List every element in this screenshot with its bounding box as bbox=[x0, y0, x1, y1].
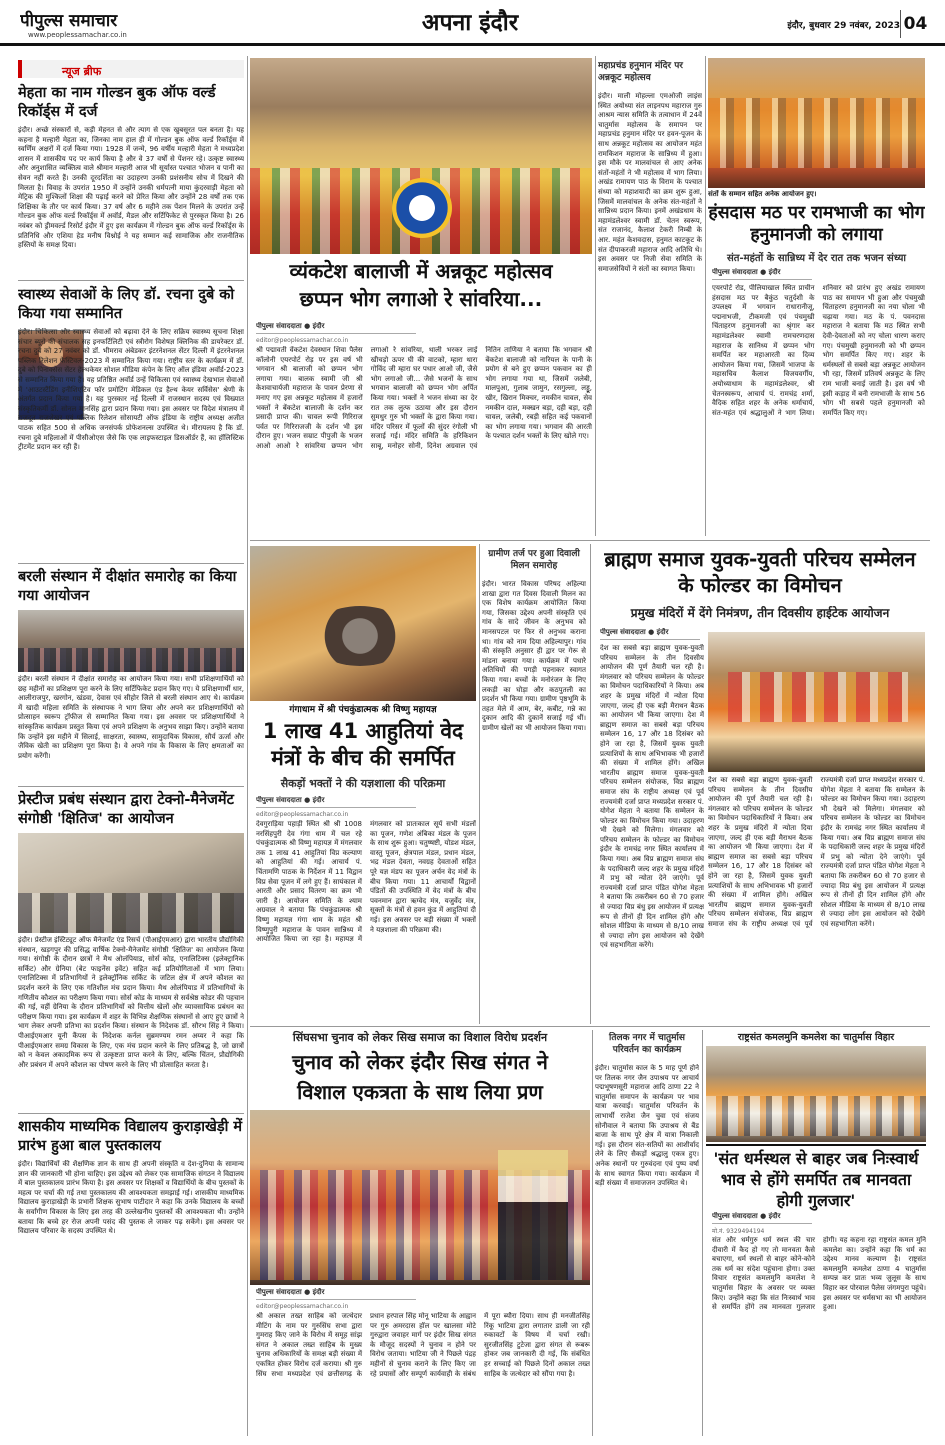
sikh-sangat-photo bbox=[250, 1110, 590, 1285]
brahmin-folder-photo bbox=[708, 632, 925, 772]
sikh-email[interactable]: editor@peoplessamachar.co.in bbox=[256, 1303, 349, 1310]
brief-3-headline: बरली संस्थान में दीक्षांत समारोह का किया गया आयोजन bbox=[18, 569, 237, 604]
lead-email[interactable]: editor@peoplessamachar.co.in bbox=[256, 337, 349, 344]
diwali-kicker: ग्रामीण तर्ज पर हुआ दिवाली मिलन समारोह bbox=[488, 549, 580, 571]
dateline: इंदौर, बुधवार 29 नवंबर, 2023 bbox=[787, 21, 900, 31]
hanuman-body: इंदौर। माली मोहल्ला एमओजी लाइंस स्थित अयोध्या संत लाइनपथ महाराज गुरु आश्रम न्यास समिति के तत्वाधान में 24वें चातुर्मास महोत्सव के समापन पर महाप्रचंड हनुमान मंदिर पर हवन-पूजन के साथ अन्नकूट महोत्सव का आयोजन महंत रामकिशन महाराज के सान्निध्य में हुआ। इस मौके पर मालवांचल से आए अनेक संतों-महंतों ने भी महोत्सव में भाग लिया। अखंड रामायण पाठ के विराम के पश्चात संध्या को महाशयादी का क्रम शुरू हुआ, जिसमें मालवांचल के अनेक संत-महंतों ने सान्निध्य प्रदान किया। इनमें अखंडधाम के महामंडलेश्वर स्वामी डॉ. चेतन स्वरूप, संत राजानंद, कैलाश टेकरी निम्बी के आर. महंत केशवदास, हनुमत काटकूट के संत दीपाकरजी महाराज आदि अतिथि थे। इस अवसर पर निजी सेवा समिति के समाजसेवियों ने संतों का स्वागत किया। bbox=[598, 92, 702, 273]
hansdas-math-photo bbox=[708, 58, 925, 188]
brief-1-headline: मेहता का नाम गोल्डन बुक ऑफ वर्ल्ड रिकॉर्ड्स में दर्ज bbox=[18, 85, 216, 120]
kamalmuni-vihar-photo bbox=[706, 1046, 926, 1142]
masthead bbox=[0, 0, 945, 46]
brahmin-byline: पीपुल्स संवाददाता ● इंदौर bbox=[600, 628, 700, 643]
brief-1-body: इंदौर। अच्छे संस्कारों से, कड़ी मेहनत से और त्याग से एक खुबसूरत पल बनता है। यह कहना है मल्हारी मेहता का, जिनका नाम हाल ही में गोल्डन बुक ऑफ वर्ल्ड रिकॉर्ड्स में स्वर्णिम अक्षरों में दर्ज किया गया। 1928 में जन्मे, 96 वर्षीय मल्हारी मेहता ने मध्यप्रदेश शासन में शासकीय पद पर कार्य किया है और वे 37 वर्षों से पेंशनर रहे। उत्कृष्ट स्वास्थ्य और अनुशासित व्यक्तित्व वाले श्रीमान मल्हारी आज भी सूर्यास्त पश्चात भोजन व पानी का सेवन नहीं करते हैं। उनकी दूरदर्शिता का उदाहरण उनकी प्रशंसनीय सोच में दिखने की मिलता है। विवाह के उपरांत 1950 में उन्होंने उनकी धर्मपत्नी माया कुंदरवाड़ी मेहता को मेट्रिक की मुश्किलों शिक्षा की पढ़ाई करने को प्रेरित किया और उन्होंने 28 वर्षों तक एक शिक्षिका के तौर पर कार्य किया। 37 वर्ष और 6 महीने तक पेंशन मिलने के उपरांत उन्हें गोल्डन बुक ऑफ वर्ल्ड रिकॉर्ड्स में अवॉर्ड, मैडल और सर्टिफिकेट से पुरस्कृत किया है। 26 नवंबर को ड्रीमवर्ल्ड रिसोर्ट इंदौर में हुए इस कार्यक्रम में गोल्डन बुक ऑफ वर्ल्ड रिकॉर्ड्स के प्रतिनिधि और एशिया हेड मनीष विश्नोई ने यह सम्मान कई सामाजिक और राजनीतिक हस्तियों के समक्ष दिया। bbox=[18, 126, 244, 250]
sikh-byline-block: पीपुल्स संवाददाता ● इंदौर editor@peoplessamachar.co.in bbox=[256, 1288, 416, 1310]
sikh-kicker: सिंघसभा चुनाव को लेकर सिख समाज का विशाल विरोध प्रदर्शन bbox=[292, 1031, 548, 1044]
lead-title-1: व्यंकटेश बालाजी में अन्नकूट महोत्सव bbox=[289, 259, 553, 283]
balaji-annakut-photo bbox=[250, 58, 592, 254]
rambhaji-sub: संत-महंतों के सान्निध्य में देर रात तक भजन संध्या bbox=[727, 253, 906, 264]
kamal-title: 'संत धर्मस्थल से बाहर जब निःस्वार्थ भाव से होंगे समर्पित तब मानवता होगी गुलजार' bbox=[706, 1144, 926, 1211]
yagna-title: 1 लाख 41 आहुतियां वेद मंत्रों के बीच की समर्पित bbox=[262, 719, 464, 770]
news-brief-label: न्यूज ब्रीफ bbox=[18, 60, 244, 78]
masthead-logo bbox=[20, 8, 190, 32]
brief-5-headline: शासकीय माध्यमिक विद्यालय कुराड़ाखेड़ी में प्रारंभ हुआ बाल पुस्तकालय bbox=[18, 1119, 243, 1154]
yagna-sub: सैकड़ों भक्तों ने की यज्ञशाला की परिक्रमा bbox=[280, 777, 446, 790]
sikh-title-1: चुनाव को लेकर इंदौर सिख संगत ने bbox=[292, 1050, 548, 1074]
masthead-website[interactable]: www.peoplessamachar.co.in bbox=[28, 31, 127, 39]
brief-2-body: इंदौर। चिकित्सा और स्वास्थ्य सेवाओं को बढ़ावा देने के लिए सक्रिय स्वास्थ्य सूचना शिक्षा संचार ब्यूरो की संचालक सह इनफर्टिलिटी एवं स्त्रीरोग विशेषज्ञ क्लिनिक की डायरेक्टर डॉ. रचना दुबे को 27 नवंबर को डॉ. भीमराव अंबेडकर इंटरनेशनल सेंटर दिल्ली में इंटरनेशनल पब्लिक रिलेशन फेस्टिवल-2023 में सम्मानित किया गया। राष्ट्रीय स्तर के कार्यक्रम में डॉ. दुबे को पिनाक्सेस सेंटर हेल्थकेयर सोशल मीडिया कंपेन के लिए ऑल इंडिया अवॉर्ड-2023 से सम्मानित किया गया है। यह प्रतिष्ठित अवॉर्ड उन्हें चिकित्सा एवं स्वास्थ्य देखभाल सेवाओं में 'आउटस्टैंडिंग इनीशिएटिव फॉर प्रमोटिंग मेडिकल एंड हैल्थ केयर सर्विसेस' श्रेणी के अंतर्गत प्रदान किया गया है। यह पुरस्कार नई दिल्ली में राजस्थान सदस्य एवं विख्यात संस्कृतिकर्मी डॉ. सोनल मानसिंह द्वारा प्रदान किया गया। इस अवसर पर विदेश मंत्रालय में राजदूत राजशेखर एवं पब्लिक रिलेशन सोसायटी ऑफ इंडिया के राष्ट्रीय अध्यक्ष अजीत पाठक सहित 500 से अधिक जनसंपर्क प्रोफेशनल्स उपस्थित थे। मीरायलय है कि डॉ. रचना दुबे महिलाओं में पीसीओएस जैसे कि एक लाइफस्टाइल डिसऑर्डर हैं, का हॉलिस्टिक ट्रीटमेंट प्रदान कर रही हैं। bbox=[18, 328, 244, 452]
barli-convocation-photo bbox=[18, 610, 244, 672]
yagna-byline-block: पीपुल्स संवाददाता ● इंदौर editor@peoplessamachar.co.in bbox=[256, 796, 416, 818]
brahmin-body-continued: देश का सबसे बड़ा ब्राह्मण युवक-युवती परिचय सम्मेलन के तीन दिवसीय आयोजन की पूर्ण तैयारी चल रही है। मंगलवार को परिचय सम्मेलन के फोल्डर का विमोचन पदाधिकारियों ने किया। अब शहर के प्रमुख मंदिरों में न्योता दिया जाएगा, जल्द ही एक बड़ी मैराथन बैठक का आयोजन भी किया जाएगा। देश में ब्राह्मण समाज का सबसे बड़ा परिचय सम्मेलन 16, 17 और 18 दिसंबर को होने जा रहा है, जिसमें युवक युवती प्रत्याशियों के साथ अभिभावक भी हजारों की संख्या में शामिल होंगे। अखिल भारतीय ब्राह्मण समाज युवक-युवती परिचय सम्मेलन संयोजक, विप्र ब्राह्मण समाज संघ के राष्ट्रीय अध्यक्ष एवं पूर्व राज्यमंत्री दर्जा प्राप्त मध्यप्रदेश सरकार पं. योगेश मेहता ने बताया कि सम्मेलन के फोल्डर का विमोचन किया गया। उदाहरण भी देखने को मिलेगा। मंगलवार को परिचय सम्मेलन के फोल्डर का विमोचन इंदौर के रामचंद्र नगर स्थित कार्यालय में किया गया। अब विप्र ब्राह्मण समाज संघ के पदाधिकारी जल्द शहर के प्रमुख मंदिरों में प्रभु को न्योता देने जाएंगे। पूर्व राज्यमंत्री दर्जा प्राप्त पंडित योगेश मेहता ने बताया कि तकरीबन 60 से 70 हजार से ज्यादा विप्र बंधु इस आयोजन में प्रत्यक्ष रूप से तीनों ही दिन शामिल होंगे और सोशल मीडिया के माध्यम से 8/10 लाख से ज्यादा लोग इस आयोजन को देखेंगे एवं सहभागिता करेंगे। bbox=[708, 776, 925, 928]
kamal-byline-block: पीपुल्स संवाददाता ● इंदौर मो.नं. 9329494194 bbox=[712, 1212, 812, 1235]
yagna-body: देवगुराड़िया पहाड़ी स्थित श्री श्री 1008 नरसिंहपुरी देव गंगा धाम में चल रहे पंचकुंडात्मक श्री विष्णु महायज्ञ में मंगलवार तक 1 लाख 41 आहुतियां विप्र कल्याण को आहुतियां की गई। आचार्य पं. चिंतामणि पाठक के निर्देशन में 11 विद्वान विप्र सेवा पूजन में लगे हुए हैं। सायंकाल में आरती और प्रसाद वितरण का क्रम भी जारी है। आयोजन समिति के श्याम अग्रवाल ने बताया कि पंचकुंडात्मक श्री विष्णु महायज्ञ गंगा धाम के महंत श्री विष्णुपुरी महाराज के पावन सान्निध्य में आयोजित किया जा रहा है। महायज्ञ में मंगलवार को प्रातःकाल सूर्य सभी मंडलों का पूजन, गणेश अंबिका मंडल के पूजन के साथ शुरू हुआ। चतुष्षष्टी, योडश मंडल, वास्तु पूजन, क्षेत्रपाल मंडल, प्रधान मंडल, भद्र मंडल देवता, नवग्रह देवताओं सहित पूरे यज्ञ मंडप का पूजन अर्चन वेद मंत्रों के बीच किया गया। 11 आचार्यों विद्वानों पंडितों की उपस्थिति में वेद मंत्रों के बीच पवनमान द्वारा ऋग्वेद मंत्र, यजुर्वेद मंत्र, सूक्तों के मंत्रों से हवन कुंड में आहुतियां दी गई। इस अवसर पर बड़ी संख्या में भक्तों ने यज्ञशाला की परिक्रमा की। bbox=[256, 820, 476, 944]
yagna-caption: गंगाधाम में श्री पंचकुंडात्मक श्री विष्णु महायज्ञ bbox=[250, 702, 476, 715]
news-brief-column bbox=[18, 60, 244, 1435]
lead-byline: पीपुल्स संवाददाता ● इंदौर bbox=[256, 322, 416, 334]
sikh-body: श्री अकाल तख्त साहिब को जत्थेदार मीटिंग के नाम पर गुरुसिंघ सभा द्वारा गुमराह किए जाने के विरोध में समूह सांझ संगत ने अकाल तख्त साहिब के मुख्य चुनाव अधिकारियों के समक्ष बड़ी संख्या में एकत्रित होकर विरोध दर्ज कराया। श्री गुरु सिंघ सभा मध्यप्रदेश एवं छत्तीसगढ़ के प्रधान हरपाल सिंह मोनू भाटिया के आह्वान पर गुरु अमरदास हॉल पर खालसा मोटे गुरुद्वारा जवाहर मार्ग पर इंदौर सिख संगत के मौजूद सदस्यों ने चुनाव न होने पर विरोध जताया। भाटिया जी ने पिछले पंद्रह महीनों से चुनाव कराने के लिए किए जा रहे प्रयासों और सम्पूर्ण कार्यवाही के संबंध में पूरा ब्यौरा दिया। साथ ही मनजीतसिंह रिंकू भाटिया द्वारा लगातार डाली जा रही रुकावटों के विषय में चर्चा रखी। सुरजीतसिंह टुटेजा द्वारा संगत से रूबरू होकर जब जानकारी दी गई, कि संबंधित हर सच्चाई को पिछले दिनों अकाल तख्त साहिब के जत्थेदार को सौंपा गया है। bbox=[256, 1312, 590, 1378]
brief-5-body: इंदौर। विद्यार्थियों की शैक्षणिक ज्ञान के साथ ही अपनी संस्कृति व देश-दुनिया के सामान्य ज्ञान की जानकारी भी होना चाहिए। इस उद्देश्य को लेकर एक सामाजिक संगठन ने विद्यालय में बाल पुस्तकालय प्रारंभ किया है। इस अवसर पर शिक्षकों व विद्यार्थियों के बीच पुस्तकों के महत्व पर चर्चा की गई तथा पुस्तकालय की आवश्यकता समझाई गई। शासकीय माध्यमिक विद्यालय कुराड़ाखेड़ी के प्रभारी शिक्षक सुभाष पाटीदार ने कहा कि उनके विद्यालय के बच्चों के सर्वांगीण विकास के लिए इस तरह की उल्लेखनीय पुस्तकों की आवश्यकता थी। उन्होंने बताया कि बच्चे हर रोज अपनी पसंद की पुस्तक ले जाकर पढ़ सकेंगे। इस अवसर पर विद्यालय परिवार के सदस्य उपस्थित थे। bbox=[18, 1160, 244, 1236]
rambhaji-byline: पीपुल्स संवाददाता ● इंदौर bbox=[712, 268, 812, 283]
brahmin-sub: प्रमुख मंदिरों में देंगे निमंत्रण, तीन दिवसीय हाईटेक आयोजन bbox=[630, 606, 890, 620]
lead-title-2: छप्पन भोग लगाओ रे सांवरिया... bbox=[299, 287, 543, 311]
section-title: अपना इंदौर bbox=[421, 10, 519, 36]
tilak-body: इंदौर। चातुर्मास काल के 5 माह पूर्ण होने पर तिलक नगर जैन उपाश्रय पर आचार्य पद्मभूषणसूरी महाराज आदि ठाणा 22 ने चातुर्मास समापन के कार्यक्रम पर भाव यात्रा करवाई। चातुर्मास परिवर्तन के लाभार्थी राजेश जैन चुवा एवं संजय सोनीवाल ने बताया कि उपाश्रय से बैंड बाजा के साथ पूरे क्षेत्र में यात्रा निकाली गई। इस दौरान संत-सतियों का आशीर्वाद लेने के लिए सैकड़ों श्रद्धालु एकत्र हुए। अनेक स्थानों पर गुरुवंदना एवं पुष्प वर्षा के साथ स्वागत किया गया। कार्यक्रम में बड़ी संख्या में समाजजन उपस्थित थे। bbox=[595, 1064, 699, 1188]
diwali-body: इंदौर। भारत विकास परिषद अहिल्या शाखा द्वारा गत दिवस दिवाली मिलन का एक विशेष कार्यक्रम आयोजित किया गया, जिसका उद्देश्य अपनी संस्कृति एवं गांव के सादे जीवन के अनुभव को मानसपटल पर फिर से अनुभव कराना था। गांव को नाम दिया अहिल्यापुर। गांव की संस्कृति अनुसार ही द्वार पर गेरू से मांडना बनाया गया। कार्यक्रम में पधारे अतिथियों की पगड़ी पहनाकर स्वागत किया गया। बच्चों के मनोरंजन के लिए लकड़ी का घोड़ा और कठपुतली का प्रदर्शन भी किया गया। ग्रामीण पृष्ठभूमि के तहत मेले में आम, बेर, कबीट, गन्ने का दुकान आदि की दुकानें सजाई गई थीं। ग्रामीण खेलों का भी आयोजन किया गया। bbox=[482, 580, 586, 732]
lead-body: श्री पद्मावती वेंकटेश देवस्थान शिवा पैलेस कॉलोनी एयरपोर्ट रोड़ पर इस वर्ष भी भगवान श्री बालाजी को छप्पन भोग लगाया गया। बालक स्वामी जी श्री केशवाचार्यजी महाराज के पावन प्रेरणा से मनाए गए इस अन्नकूट महोत्सव में हजारों भक्तों ने बेंकटेश बालाजी के दर्शन कर प्रसादी प्राप्त की। चावल रूपी गिरिराज पर्वत पर गिरिराजजी के दर्शन भी इस दौरान हुए। भजन सम्राट पीपुजी के भजन आओ आओ रे सांवरिया छप्पन भोग लगाओ रे सांवरिया, थाली भरकर लाई खीचड़ो ऊपर घी की वाटको, म्हारा थारा गोविंद जी म्हारा घर पधार आओ जी, जैसे भोग लगाओ जी... जैसे भजनों के साथ भगवान बालाजी को छप्पन भोग अर्पित किया गया। भक्तों ने भजन संध्या का देर रात तक लुत्फ उठाया और इस दौरान सुमधुर गुरु भी भक्तों के द्वारा किया गया। मंदिर परिसर में फूलों की सुंदर रंगोली भी सजाई गई। मंदिर समिति के हरिकिशन साबू, मनोहर सोनी, दिनेश अग्रवाल एवं नितिन ताणिया ने बताया कि भगवान श्री बेंकटेश बालाजी को नारियल के पानी के प्रयोग से बने हुए छप्पन पकवान का ही भोग लगाया गया था, जिसमें जलेबी, मालपुआ, गुलाब जामुन, रसगुल्ला, लड्डू, खीर, खिरान मिक्चर, नमकीन चावल, सेव नमकीन दाल, मक्खन बड़ा, दही बड़ा, दही चावल, जलेबी, रबड़ी सहित कई पकवानों का भोग लगाया गया। भगवान की आरती के पश्चात दर्शन भक्तों के लिए खोले गए। bbox=[256, 346, 592, 450]
kamal-kicker: राष्ट्रसंत कमलमुनि कमलेश का चातुर्मास विहार bbox=[737, 1032, 895, 1043]
brief-2-headline: स्वास्थ्य सेवाओं के लिए डॉ. रचना दुबे को किया गया सम्मानित bbox=[18, 287, 235, 322]
hansdas-caption: संतों के सम्मान सहित अनेक आयोजन हुए। bbox=[708, 190, 925, 199]
brief-4-body: इंदौर। प्रेस्टीज इंस्टिट्यूट ऑफ मैनेजमेंट एंड रिसर्च (पीआईएमआर) द्वारा भारतीय प्रौद्योगिकी संस्थान, खड़गपुर की प्रसिद्ध वार्षिक टेक्नो-मैनेजमेंट संगोष्ठी 'क्षितिज' का आयोजन किया गया। संगोष्ठी के दौरान छात्रों ने मैथ ओलंपियाड, सोर्स कोड, एनालिटिक्स (इलेक्ट्रानिक सर्किट) और ग्रेनिया (बेट फाइनेंस इवेंट) सहित कई प्रतियोगिताओं में भाग लिया। एनालिटिक्स में प्रतिभागियों ने इलेक्ट्रॉनिक सर्किट के जटिल क्षेत्र में अपने कौशल का प्रदर्शन करने के लिए एक गतिशील मंच प्रदान किया। मैथ ओलंपियाड में प्रतिभागियों के गणितीय कौशल का परीक्षण किया गया। सोर्स कोड के माध्यम से सर्वश्रेष्ठ कोडर की पहचान की गई, वहीं ग्रेनिया के दौरान प्रतिभागियों को वित्तीय खेलों और व्यावसायिक प्रबंधन का परीक्षण किया गया। इस कार्यक्रम में शहर के विभिन्न शैक्षणिक संस्थानों से आए हुए छात्रों ने भाग लेकर अपनी प्रतिभा का प्रदर्शन किया। संस्थान के निदेशक डॉ. सौरभ सिंह ने किया। पीआईएमआर यूनी कैंपस के निदेशक कर्नल सुब्रमण्यम रमन अय्यर ने कहा कि पीआईएमआर समग्र विकास के लिए, एक मंच प्रदान करने के लिए प्रतिबद्ध है, जो छात्रों को न केवल अकादमिक रूप से उत्कृष्टता प्राप्त करने के लिए, बल्कि चिंतन, प्रौद्योगिकी और प्रबंधन में अपने कौशल का पोषण करने के लिए भी प्रोत्साहित करता है। bbox=[18, 936, 244, 1069]
sikh-title-2: विशाल एकत्रता के साथ लिया प्रण bbox=[297, 1080, 543, 1104]
rambhaji-body: एयरपोर्ट रोड, पीलियाखाल स्थित प्राचीन हंसदास मठ पर बैकुंठ चतुर्दशी के उपलक्ष्य में भगवान राधारानीजू, पद्मनाभजी, टीकमजी एवं पंचमुखी चिंताहरण हनुमानजी का श्रृंगार कर महामंडलेश्वर स्वामी रामचरणदास महाराज के सानिध्य में छप्पन भोग समर्पित कर महाआरती का दिव्य आयोजन किया गया, जिसमें भाजपा के महासचिव कैलाश विजयवर्गीय, अयोध्याधाम के महामंडलेश्वर, श्री चेतनस्वरूप, आचार्य पं. रामचंद्र शर्मा, वैदिक सहित शहर के अनेक धर्माचार्य, संत-महंत एवं श्रद्धालुओं ने भाग लिया। शनिवार को प्रारंभ हुए अखंड रामायण पाठ का समापन भी हुआ और पंचमुखी चिंताहरण हनुमानजी का नया चोला भी चढ़ाया गया। मठ के पं. पवनदास महाराज ने बताया कि मठ स्थित सभी देवी-देवताओं को नए चोला धारण कराए गए। पंचमुखी हनुमानजी को भी छप्पन भोग समर्पित किए गए। शहर के धर्मस्थलों से सबसे बड़ा अन्नकूट आयोजन भी रहा, जिसमें प्रतिवर्ष अन्नकूट के लिए राम भाजी बनाई जाती है। इस वर्ष भी इसी कड़ाह में बनी रामभाजी के साथ 56 भोग भी सबसे पहले हनुमानजी को समर्पित किए गए। bbox=[712, 284, 925, 417]
brahmin-body-col1: देश का सबसे बड़ा ब्राह्मण युवक-युवती परिचय सम्मेलन के तीन दिवसीय आयोजन की पूर्ण तैयारी चल रही है। मंगलवार को परिचय सम्मेलन के फोल्डर का विमोचन पदाधिकारियों ने किया। अब शहर के प्रमुख मंदिरों में न्योता दिया जाएगा, जल्द ही एक बड़ी मैराथन बैठक का आयोजन भी किया जाएगा। देश में ब्राह्मण समाज का सबसे बड़ा परिचय सम्मेलन 16, 17 और 18 दिसंबर को होने जा रहा है, जिसमें युवक युवती प्रत्याशियों के साथ अभिभावक भी हजारों की संख्या में शामिल होंगे। अखिल भारतीय ब्राह्मण समाज युवक-युवती परिचय सम्मेलन संयोजक, विप्र ब्राह्मण समाज संघ के राष्ट्रीय अध्यक्ष एवं पूर्व राज्यमंत्री दर्जा प्राप्त मध्यप्रदेश सरकार पं. योगेश मेहता ने बताया कि सम्मेलन के फोल्डर का विमोचन किया गया। उदाहरण भी देखने को मिलेगा। मंगलवार को परिचय सम्मेलन के फोल्डर का विमोचन इंदौर के रामचंद्र नगर स्थित कार्यालय में किया गया। अब विप्र ब्राह्मण समाज संघ के पदाधिकारी जल्द शहर के प्रमुख मंदिरों में प्रभु को न्योता देने जाएंगे। पूर्व राज्यमंत्री दर्जा प्राप्त पंडित योगेश मेहता ने बताया कि तकरीबन 60 से 70 हजार से ज्यादा विप्र बंधु इस आयोजन में प्रत्यक्ष रूप से तीनों ही दिन शामिल होंगे और सोशल मीडिया के माध्यम से 8/10 लाख से ज्यादा लोग इस आयोजन को देखेंगे एवं सहभागिता करेंगे। bbox=[600, 644, 704, 950]
logo-text: पीपुल्स समाचार bbox=[20, 11, 118, 31]
kamal-body: संत और धर्मगुरु धर्म स्थल की चार दीवारी में कैद हो गए तो मानवता कैसे बचाएगा, धर्म स्थलों से बाहर कोने-कोने तक धर्म का संदेश पहुंचाना होगा। उक्त विचार राष्ट्रसंत कमलमुनि कमलेश ने चातुर्मास विहार के अवसर पर व्यक्त किए। उन्होंने कहा कि संत निःस्वार्थ भाव से समर्पित होंगे तब मानवता गुलजार होगी। यह कहना रहा राष्ट्रसंत कमल मुनि कमलेश का। उन्होंने कहा कि धर्म का उद्देश्य मानव कल्याण है। राष्ट्रसंत कमलमुनि कमलेश ठाणा 4 चातुर्मास सम्पन्न कर प्रातः भव्य जुलूस के साथ विहार कर पोरवाल पैलेस जंगमपुरा पहुंचे। इस अवसर पर धर्मसभा का भी आयोजन हुआ। bbox=[712, 1236, 926, 1312]
brahmin-title: ब्राह्मण समाज युवक-युवती परिचय सम्मेलन के फोल्डर का विमोचन bbox=[604, 547, 916, 597]
hanuman-kicker: महाप्रचंड हनुमान मंदिर पर अन्नकूट महोत्सव bbox=[598, 61, 683, 83]
tilak-kicker: तिलक नगर में चातुर्मास परिवर्तन का कार्यक्रम bbox=[609, 1033, 685, 1055]
brief-4-headline: प्रेस्टीज प्रबंध संस्थान द्वारा टेक्नो-मैनेजमेंट संगोष्ठी 'क्षितिज' का आयोजन bbox=[18, 792, 234, 827]
yagna-email[interactable]: editor@peoplessamachar.co.in bbox=[256, 811, 349, 818]
rambhaji-title: हंसदास मठ पर रामभाजी का भोग हनुमानजी को लगाया bbox=[708, 203, 925, 245]
lead-byline-block bbox=[256, 322, 416, 344]
brief-3-body: इंदौर। बरली संस्थान ने दीक्षांत समारोह का आयोजन किया गया। सभी प्रशिक्षणार्थियों को छह महीनों का प्रशिक्षण पूरा करने के लिए सर्टिफिकेट प्रदान किए गए। ये प्रशिक्षणार्थी धार, आलीराजपुर, खरगोन, खंडवा, देवास एवं सीहोर जिले से बरली संस्थान आए थे। कार्यक्रम में खादी महिला समिति के संस्थापक ने भाग लिया और अपने कर प्रशिक्षणार्थियों को प्रोत्साहन स्वरूप ट्रॉफीज से सम्मानित किया गया। इस अवसर पर प्रशिक्षणार्थियों ने सांस्कृतिक कार्यक्रम प्रस्तुत किया एवं अपने प्रशिक्षण के अनुभव साझा किए। उन्होंने बताया कि उन्होंने इस महीने में सिलाई, साक्षरता, स्वास्थ्य, सामुदायिक विकास, सौर्य ऊर्जा और जैविक खेती का प्रशिक्षण पूरा किया है। वे अपने गांव के विकास के लिए क्षमताओं का प्रयोग करेंगी। bbox=[18, 675, 244, 760]
prestige-seminar-photo bbox=[18, 833, 244, 933]
kamal-contact: मो.नं. 9329494194 bbox=[712, 1228, 765, 1235]
yagna-photo bbox=[250, 546, 476, 701]
page-number: 04 bbox=[900, 10, 930, 38]
brahmin-body-col2 bbox=[708, 776, 925, 1020]
